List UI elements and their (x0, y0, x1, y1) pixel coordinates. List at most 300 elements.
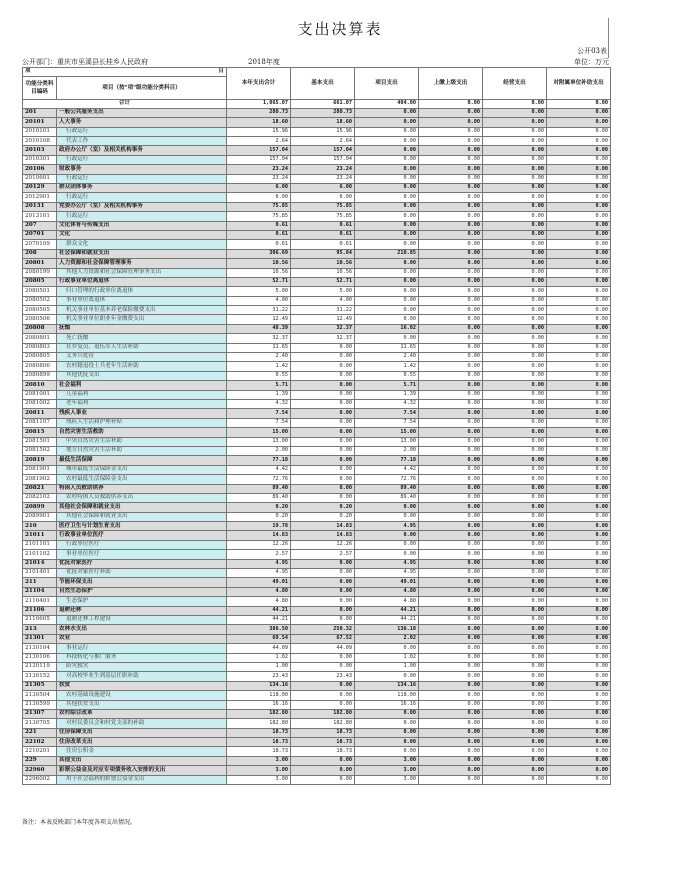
row-value: 0.00 (355, 503, 419, 512)
row-value: 0.00 (419, 709, 483, 718)
row-value: 0.00 (419, 437, 483, 446)
row-value: 0.00 (547, 409, 611, 418)
row-value: 19.78 (227, 522, 291, 531)
total-value: 0.00 (483, 99, 547, 108)
row-value: 0.00 (483, 738, 547, 747)
table-row (23, 212, 611, 221)
row-name: 事业单位医疗 (57, 550, 227, 559)
row-name: 群众团体事务 (57, 184, 227, 193)
row-code: 2130599 (23, 700, 57, 709)
row-value: 0.00 (547, 390, 611, 399)
row-value: 0.00 (291, 700, 355, 709)
row-value: 0.00 (547, 691, 611, 700)
row-name: 儿童福利 (57, 390, 227, 399)
row-value: 0.00 (291, 756, 355, 765)
row-value: 69.54 (227, 634, 291, 643)
row-name: 老年福利 (57, 400, 227, 409)
row-value: 7.54 (355, 409, 419, 418)
row-value: 44.09 (227, 644, 291, 653)
table-body (23, 99, 611, 785)
row-value: 0.00 (483, 475, 547, 484)
row-value: 118.00 (227, 691, 291, 700)
table-row (23, 747, 611, 756)
col-code: 功能分类科目编码 (23, 76, 57, 99)
total-value: 404.00 (355, 99, 419, 108)
row-value: 0.00 (291, 381, 355, 390)
row-value: 0.00 (419, 644, 483, 653)
row-value: 0.00 (419, 531, 483, 540)
row-value: 15.96 (227, 127, 291, 136)
table-row (23, 484, 611, 493)
row-value: 0.00 (419, 634, 483, 643)
row-value: 5.00 (291, 287, 355, 296)
table-row (23, 174, 611, 183)
row-value: 0.00 (355, 259, 419, 268)
row-value: 0.00 (419, 606, 483, 615)
row-value: 0.00 (483, 428, 547, 437)
row-value: 23.24 (291, 174, 355, 183)
row-code: 20808 (23, 324, 57, 333)
row-value: 0.00 (355, 315, 419, 324)
row-code: 20821 (23, 484, 57, 493)
row-value: 118.00 (355, 691, 419, 700)
row-value: 6.00 (291, 193, 355, 202)
row-code: 2080505 (23, 306, 57, 315)
row-code: 2081501 (23, 437, 57, 446)
row-value: 0.00 (483, 569, 547, 578)
row-code: 20805 (23, 277, 57, 286)
row-value: 6.00 (227, 193, 291, 202)
row-value: 0.00 (291, 493, 355, 502)
row-value: 0.00 (419, 287, 483, 296)
row-value: 0.00 (547, 324, 611, 333)
row-value: 4.80 (355, 587, 419, 596)
row-code: 2082102 (23, 493, 57, 502)
row-value: 0.55 (227, 371, 291, 380)
row-name: 城市最低生活保障金支出 (57, 465, 227, 474)
table-row (23, 287, 611, 296)
table-row (23, 437, 611, 446)
row-name: 人大事务 (57, 118, 227, 127)
unit-label: 单位：万元 (574, 58, 609, 66)
row-value: 0.00 (291, 437, 355, 446)
row-name: 一般公共服务支出 (57, 108, 227, 117)
row-name: 优抚对象医疗补助 (57, 569, 227, 578)
row-value: 0.61 (227, 221, 291, 230)
row-value: 0.00 (483, 137, 547, 146)
row-value: 0.00 (547, 738, 611, 747)
row-value: 0.00 (419, 184, 483, 193)
row-code: 20801 (23, 259, 57, 268)
row-value: 0.00 (419, 550, 483, 559)
row-value: 18.73 (291, 747, 355, 756)
row-value: 3.00 (355, 766, 419, 775)
row-value: 0.00 (483, 578, 547, 587)
row-value: 0.00 (291, 456, 355, 465)
row-name: 优抚对象医疗 (57, 559, 227, 568)
row-value: 49.01 (355, 578, 419, 587)
row-value: 0.20 (291, 503, 355, 512)
row-value: 12.49 (227, 315, 291, 324)
row-value: 4.95 (355, 569, 419, 578)
row-value: 23.43 (227, 672, 291, 681)
row-value: 0.00 (355, 550, 419, 559)
row-name: 农村综合改革 (57, 709, 227, 718)
row-value: 0.00 (483, 662, 547, 671)
row-name: 行政运行 (57, 212, 227, 221)
row-value: 0.00 (483, 719, 547, 728)
table-row (23, 202, 611, 211)
row-value: 0.00 (419, 165, 483, 174)
row-value: 32.37 (291, 324, 355, 333)
row-value: 0.00 (547, 662, 611, 671)
row-name: 行政运行 (57, 174, 227, 183)
row-value: 0.00 (419, 597, 483, 606)
meta-line (22, 57, 609, 66)
row-value: 0.00 (355, 747, 419, 756)
row-value: 0.00 (547, 418, 611, 427)
row-name: 人力资源和社会保障管理事务 (57, 259, 227, 268)
row-value: 0.00 (291, 653, 355, 662)
table-row (23, 259, 611, 268)
row-value: 14.83 (291, 522, 355, 531)
row-code: 208 (23, 249, 57, 258)
row-name: 文化 (57, 230, 227, 239)
table-row (23, 766, 611, 775)
row-value: 0.00 (547, 569, 611, 578)
row-value: 0.00 (355, 738, 419, 747)
table-row (23, 587, 611, 596)
table-row (23, 644, 611, 653)
row-value: 280.73 (227, 108, 291, 117)
row-name: 自然生态保护 (57, 587, 227, 596)
row-value: 0.00 (547, 512, 611, 521)
row-value: 182.80 (291, 709, 355, 718)
row-value: 11.65 (355, 343, 419, 352)
row-value: 0.00 (483, 371, 547, 380)
row-value: 2.00 (227, 446, 291, 455)
table-row (23, 315, 611, 324)
table-row (23, 756, 611, 765)
row-value: 0.20 (227, 503, 291, 512)
total-row (23, 99, 611, 108)
row-value: 0.00 (419, 662, 483, 671)
row-value: 0.00 (419, 653, 483, 662)
row-value: 0.00 (547, 165, 611, 174)
row-value: 14.83 (227, 531, 291, 540)
row-value: 2.40 (355, 353, 419, 362)
row-value: 0.00 (483, 249, 547, 258)
row-name: 农村籍退役士兵老年生活补助 (57, 362, 227, 371)
row-value: 0.00 (547, 259, 611, 268)
table-row (23, 728, 611, 737)
row-value: 0.00 (547, 334, 611, 343)
row-value: 4.80 (227, 587, 291, 596)
row-value: 0.00 (547, 615, 611, 624)
row-code: 2130705 (23, 719, 57, 728)
row-value: 15.00 (355, 428, 419, 437)
row-name: 住房公积金 (57, 747, 227, 756)
row-value: 0.00 (483, 625, 547, 634)
row-value: 67.52 (291, 634, 355, 643)
row-name: 行政事业单位医疗 (57, 531, 227, 540)
row-value: 157.04 (227, 155, 291, 164)
row-value: 0.00 (419, 559, 483, 568)
row-value: 0.00 (483, 540, 547, 549)
col-project: 项目支出 (355, 68, 419, 100)
row-value: 4.95 (227, 559, 291, 568)
row-value: 0.00 (483, 756, 547, 765)
row-value: 0.61 (291, 230, 355, 239)
row-value: 18.60 (227, 118, 291, 127)
row-code: 2130504 (23, 691, 57, 700)
row-code: 2010101 (23, 127, 57, 136)
row-value: 0.00 (419, 587, 483, 596)
row-name: 归口管理的行政单位离退休 (57, 287, 227, 296)
table-row (23, 456, 611, 465)
row-value: 4.80 (355, 597, 419, 606)
table-row (23, 738, 611, 747)
row-value: 0.00 (419, 268, 483, 277)
row-value: 280.73 (291, 108, 355, 117)
row-value: 0.00 (547, 202, 611, 211)
row-value: 0.00 (291, 353, 355, 362)
row-value: 0.00 (547, 756, 611, 765)
row-value: 0.00 (483, 522, 547, 531)
row-value: 0.00 (547, 306, 611, 315)
row-value: 0.00 (291, 362, 355, 371)
row-value: 0.00 (483, 165, 547, 174)
total-value: 0.00 (547, 99, 611, 108)
row-value: 0.00 (547, 127, 611, 136)
row-value: 0.55 (355, 371, 419, 380)
row-value: 0.00 (547, 381, 611, 390)
row-value: 15.00 (227, 428, 291, 437)
row-value: 0.00 (355, 108, 419, 117)
row-value: 0.00 (291, 615, 355, 624)
row-value: 0.00 (547, 700, 611, 709)
row-value: 0.00 (355, 184, 419, 193)
row-value: 0.00 (483, 202, 547, 211)
row-value: 16.16 (227, 700, 291, 709)
row-value: 0.00 (547, 625, 611, 634)
row-value: 2.57 (227, 550, 291, 559)
row-value: 12.26 (227, 540, 291, 549)
row-value: 0.00 (547, 728, 611, 737)
header-row-top (23, 68, 611, 77)
row-value: 0.00 (291, 475, 355, 484)
row-value: 72.76 (227, 475, 291, 484)
row-name: 抚恤 (57, 324, 227, 333)
row-value: 0.00 (419, 512, 483, 521)
row-value: 0.00 (547, 184, 611, 193)
row-value: 0.00 (419, 446, 483, 455)
row-value: 0.00 (547, 249, 611, 258)
row-value: 4.95 (227, 569, 291, 578)
row-value: 0.00 (483, 362, 547, 371)
row-value: 0.00 (419, 118, 483, 127)
row-value: 3.00 (227, 756, 291, 765)
row-value: 0.00 (483, 512, 547, 521)
row-name: 机关事业单位职业年金缴费支出 (57, 315, 227, 324)
row-value: 0.00 (547, 719, 611, 728)
row-code: 2080899 (23, 371, 57, 380)
row-value: 0.00 (355, 193, 419, 202)
row-value: 0.00 (483, 127, 547, 136)
row-value: 0.00 (547, 155, 611, 164)
total-value: 0.00 (419, 99, 483, 108)
row-value: 0.00 (547, 400, 611, 409)
row-value: 5.71 (227, 381, 291, 390)
row-code: 2081001 (23, 390, 57, 399)
row-name: 住房改革支出 (57, 738, 227, 747)
row-value: 11.65 (227, 343, 291, 352)
row-code: 229 (23, 756, 57, 765)
row-value: 0.00 (419, 428, 483, 437)
row-value: 0.00 (483, 747, 547, 756)
row-code: 2130106 (23, 653, 57, 662)
row-value: 0.00 (419, 249, 483, 258)
row-value: 16.16 (355, 700, 419, 709)
row-value: 4.32 (355, 400, 419, 409)
row-code: 20810 (23, 381, 57, 390)
row-value: 0.00 (483, 531, 547, 540)
row-value: 0.00 (483, 653, 547, 662)
total-label: 合计 (23, 99, 227, 108)
row-value: 306.69 (227, 249, 291, 258)
footnote: 备注：本表反映部门本年度各项支出情况。 (22, 819, 137, 826)
row-name: 行政事业单位离退休 (57, 277, 227, 286)
row-value: 77.18 (227, 456, 291, 465)
row-code: 2210201 (23, 747, 57, 756)
row-value: 0.00 (483, 503, 547, 512)
row-value: 0.00 (419, 390, 483, 399)
table-row (23, 249, 611, 258)
row-value: 10.56 (291, 268, 355, 277)
row-value: 75.85 (291, 202, 355, 211)
row-code: 2010601 (23, 174, 57, 183)
row-value: 0.00 (355, 540, 419, 549)
row-value: 386.50 (227, 625, 291, 634)
row-value: 95.84 (291, 249, 355, 258)
row-name: 其他扶贫支出 (57, 700, 227, 709)
row-value: 0.00 (483, 315, 547, 324)
row-value: 18.73 (291, 738, 355, 747)
row-value: 0.00 (483, 493, 547, 502)
row-value: 0.00 (547, 681, 611, 690)
row-value: 0.00 (355, 334, 419, 343)
row-value: 0.00 (419, 127, 483, 136)
row-value: 210.85 (355, 249, 419, 258)
row-value: 0.00 (483, 409, 547, 418)
row-value: 0.00 (291, 569, 355, 578)
row-code: 20819 (23, 456, 57, 465)
row-value: 0.00 (291, 775, 355, 784)
row-value: 2.00 (355, 446, 419, 455)
row-value: 1.02 (355, 653, 419, 662)
row-value: 13.00 (355, 437, 419, 446)
row-value: 0.00 (483, 324, 547, 333)
row-value: 0.00 (483, 296, 547, 305)
table-row (23, 681, 611, 690)
row-value: 0.00 (419, 296, 483, 305)
row-value: 0.00 (355, 127, 419, 136)
row-code: 2080501 (23, 287, 57, 296)
row-code: 21011 (23, 531, 57, 540)
row-value: 77.18 (355, 456, 419, 465)
row-value: 0.00 (483, 615, 547, 624)
table-row (23, 672, 611, 681)
row-value: 0.00 (483, 728, 547, 737)
table-row (23, 475, 611, 484)
row-code: 20899 (23, 503, 57, 512)
table-row (23, 193, 611, 202)
row-value: 0.00 (547, 428, 611, 437)
row-name: 退耕还林工程建设 (57, 615, 227, 624)
row-value: 1.39 (227, 390, 291, 399)
row-value: 0.00 (483, 353, 547, 362)
row-value: 48.39 (227, 324, 291, 333)
row-value: 0.00 (547, 193, 611, 202)
row-value: 31.22 (227, 306, 291, 315)
row-value: 0.00 (483, 287, 547, 296)
row-value: 4.95 (355, 559, 419, 568)
row-code: 2080806 (23, 362, 57, 371)
row-value: 52.71 (291, 277, 355, 286)
row-value: 0.00 (547, 296, 611, 305)
row-value: 0.00 (419, 362, 483, 371)
row-value: 0.61 (291, 221, 355, 230)
row-value: 0.00 (419, 691, 483, 700)
row-code: 20815 (23, 428, 57, 437)
row-value: 0.00 (355, 277, 419, 286)
col-basic: 基本支出 (291, 68, 355, 100)
row-value: 0.00 (419, 569, 483, 578)
row-value: 0.00 (419, 137, 483, 146)
row-value: 0.00 (355, 221, 419, 230)
row-code: 2080506 (23, 315, 57, 324)
row-value: 0.00 (419, 202, 483, 211)
table-row (23, 108, 611, 117)
row-value: 0.00 (483, 437, 547, 446)
row-value: 0.00 (483, 456, 547, 465)
row-value: 3.00 (355, 775, 419, 784)
row-value: 0.61 (227, 230, 291, 239)
row-value: 7.54 (227, 418, 291, 427)
table-row (23, 146, 611, 155)
row-value: 75.85 (227, 202, 291, 211)
row-value: 0.00 (547, 353, 611, 362)
row-value: 0.00 (483, 418, 547, 427)
row-value: 0.00 (419, 353, 483, 362)
row-value: 0.00 (483, 597, 547, 606)
row-value: 15.96 (291, 127, 355, 136)
row-value: 0.00 (483, 174, 547, 183)
row-value: 0.00 (483, 306, 547, 315)
table-row (23, 353, 611, 362)
row-value: 0.00 (419, 484, 483, 493)
row-value: 4.32 (227, 400, 291, 409)
row-value: 32.37 (291, 334, 355, 343)
table-row (23, 306, 611, 315)
row-value: 0.00 (547, 277, 611, 286)
row-code: 2013101 (23, 212, 57, 221)
table-row (23, 700, 611, 709)
row-name: 行政运行 (57, 127, 227, 136)
table-row (23, 493, 611, 502)
row-value: 157.04 (291, 155, 355, 164)
row-value: 0.00 (547, 287, 611, 296)
